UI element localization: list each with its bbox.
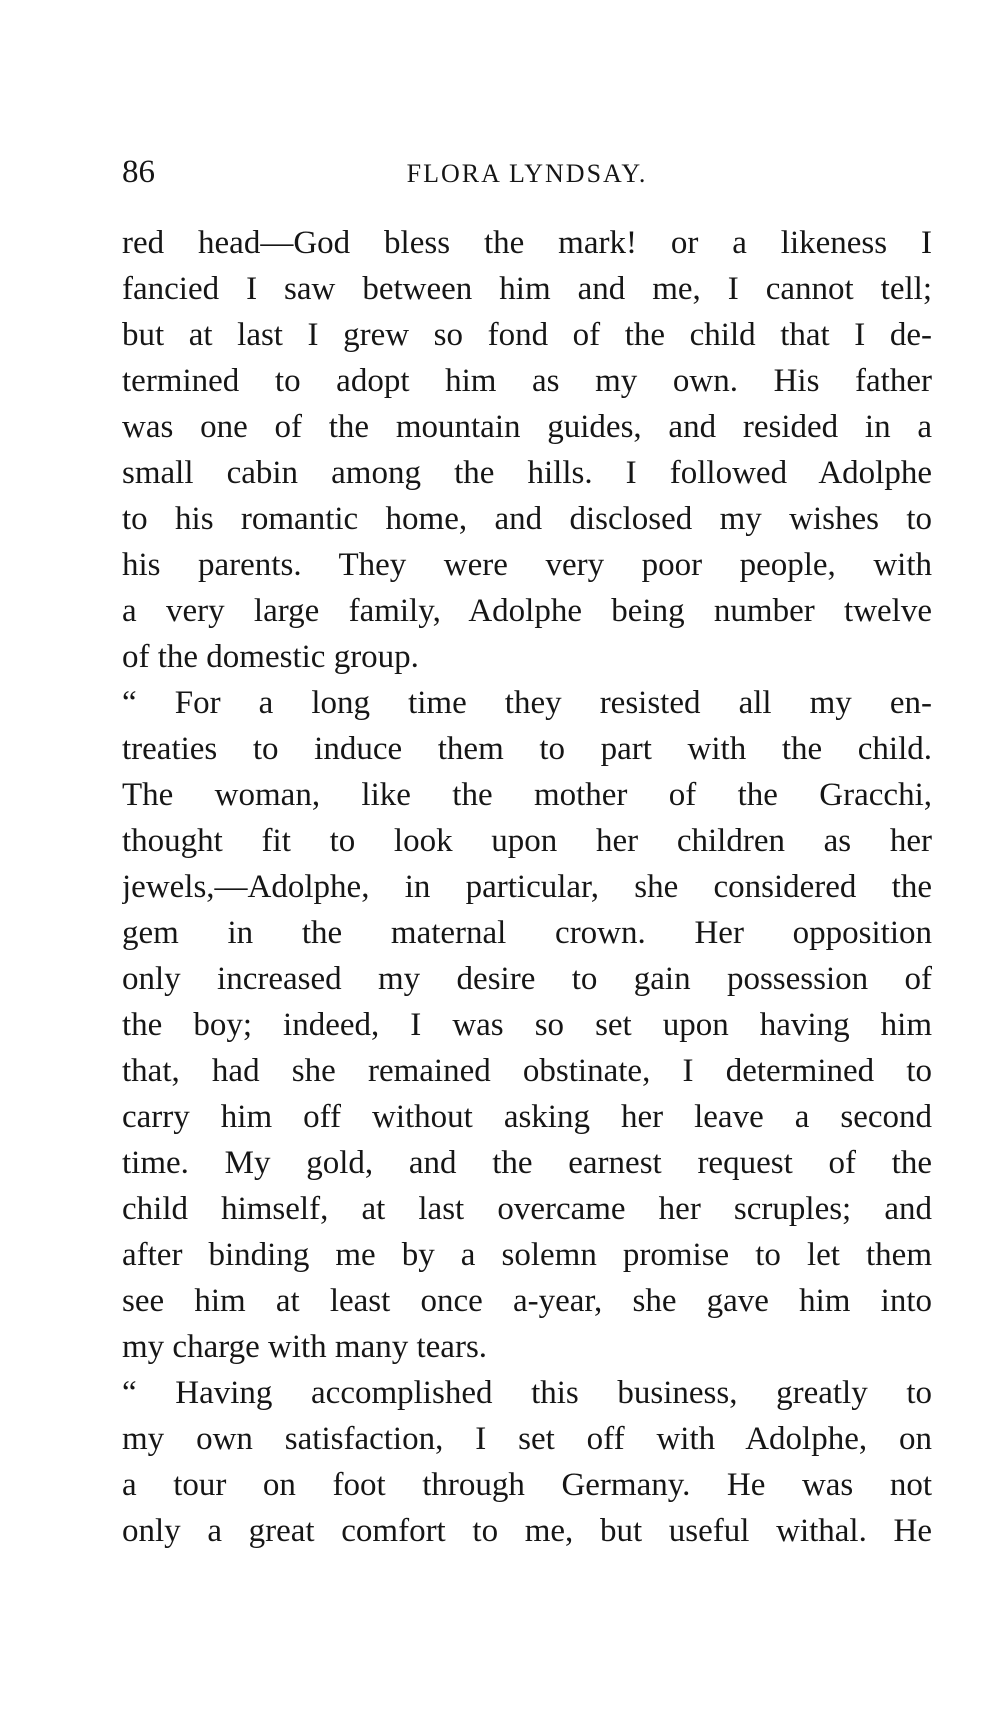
text-line: his parents. They were very poor people, with xyxy=(122,547,932,583)
text-line: gem in the maternal crown. Her opposition xyxy=(122,915,932,951)
running-head: FLORA LYNDSAY. xyxy=(406,159,648,188)
text-line: thought fit to look upon her children as her xyxy=(122,823,932,859)
text-line: a tour on foot through Germany. He was not xyxy=(122,1467,932,1503)
text-line: a very large family, Adolphe being number twelve xyxy=(122,593,932,629)
text-line: only increased my desire to gain possession of xyxy=(122,961,932,997)
text-line: jewels,—Adolphe, in particular, she considered the xyxy=(122,869,932,905)
text-line: The woman, like the mother of the Gracchi, xyxy=(122,777,932,813)
text-line: “ For a long time they resisted all my en- xyxy=(122,685,932,721)
page-header xyxy=(122,150,932,194)
text-line: that, had she remained obstinate, I determined to xyxy=(122,1053,932,1089)
text-line: my charge with many tears. xyxy=(122,1329,488,1365)
text-line: red head—God bless the mark! or a likeness I xyxy=(122,225,932,261)
text-line: carry him off without asking her leave a second xyxy=(122,1099,932,1135)
text-line: was one of the mountain guides, and resided in a xyxy=(122,409,932,445)
text-line: after binding me by a solemn promise to let them xyxy=(122,1237,932,1273)
text-line: treaties to induce them to part with the child. xyxy=(122,731,932,767)
text-line: time. My gold, and the earnest request of the xyxy=(122,1145,932,1181)
page-number: 86 xyxy=(122,154,155,190)
text-line: of the domestic group. xyxy=(122,639,419,675)
text-line: see him at least once a-year, she gave him into xyxy=(122,1283,932,1319)
body-text xyxy=(122,220,932,1554)
text-line: termined to adopt him as my own. His father xyxy=(122,363,932,399)
text-line: “ Having accomplished this business, greatly to xyxy=(122,1375,932,1411)
text-line: but at last I grew so fond of the child that I de- xyxy=(122,317,932,353)
text-line: the boy; indeed, I was so set upon having him xyxy=(122,1007,932,1043)
text-line: small cabin among the hills. I followed Adolphe xyxy=(122,455,932,491)
text-line: fancied I saw between him and me, I cannot tell; xyxy=(122,271,932,307)
text-line: my own satisfaction, I set off with Adolphe, on xyxy=(122,1421,932,1457)
text-line: only a great comfort to me, but useful withal. He xyxy=(122,1513,932,1549)
text-line: child himself, at last overcame her scruples; and xyxy=(122,1191,932,1227)
text-line: to his romantic home, and disclosed my wishes to xyxy=(122,501,932,537)
